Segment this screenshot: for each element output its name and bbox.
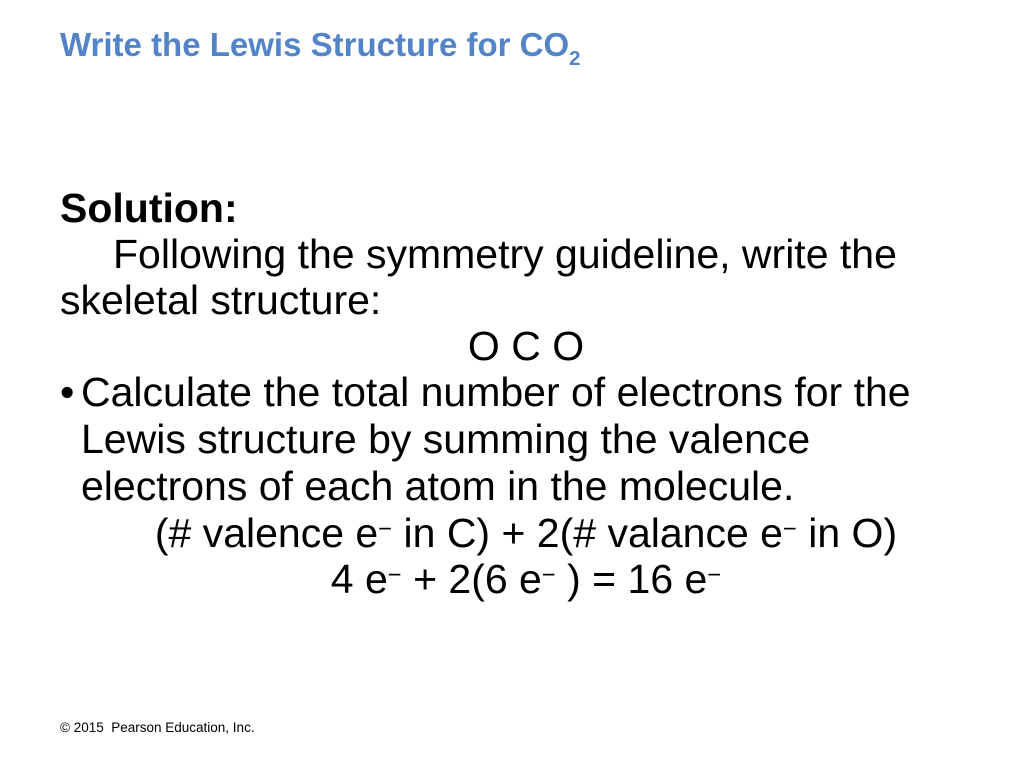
bullet-line-2: Lewis structure by summing the valence	[81, 416, 811, 462]
superscript-minus: −	[782, 515, 797, 543]
copyright-text: © 2015 Pearson Education, Inc.	[60, 720, 255, 735]
skeletal-structure-line: O C O	[467, 323, 585, 369]
slide-title	[60, 25, 581, 70]
slide-title-subscript: 2	[569, 46, 581, 70]
bullet-line-3: electrons of each atom in the molecule.	[81, 463, 795, 509]
bullet-text	[81, 369, 964, 510]
electron-total-part-3: ) = 16 e	[555, 556, 708, 602]
bullet-item	[60, 369, 964, 510]
intro-line-1: Following the symmetry guideline, write the	[113, 231, 897, 277]
superscript-minus: −	[387, 561, 402, 589]
valence-formula-part-2: in C) + 2(# valance e	[392, 510, 783, 556]
slide-body	[60, 185, 964, 602]
superscript-minus: −	[541, 561, 556, 589]
bullet-line-1: Calculate the total number of electrons for the	[81, 369, 911, 415]
electron-total-part-1: 4 e	[330, 556, 388, 602]
superscript-minus: −	[707, 561, 722, 589]
solution-heading: Solution:	[60, 185, 238, 231]
electron-total-line	[60, 556, 964, 602]
bullet-icon: •	[60, 369, 75, 415]
valence-formula-part-3: in O)	[796, 510, 898, 556]
superscript-minus: −	[378, 515, 393, 543]
electron-total-part-2: + 2(6 e	[401, 556, 542, 602]
slide-title-text: Write the Lewis Structure for CO	[60, 26, 570, 64]
intro-line-2: skeletal structure:	[60, 277, 382, 323]
valence-formula-line	[60, 510, 964, 556]
valence-formula-part-1: (# valence e	[154, 510, 379, 556]
